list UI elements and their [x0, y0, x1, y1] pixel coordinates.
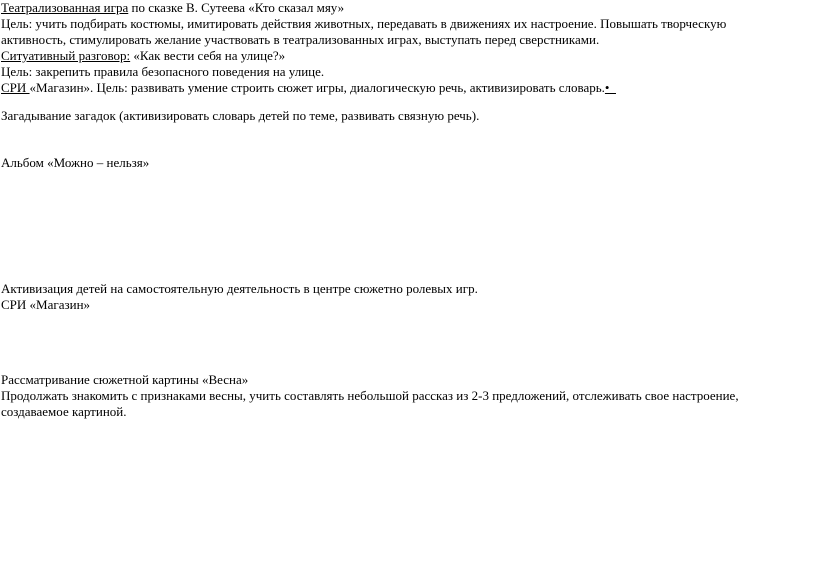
theatre-label: Театрализованная игра: [1, 0, 129, 15]
situational-goal: Цель: закрепить правила безопасного поведения на улице.: [1, 64, 325, 79]
theatre-goal-line-2: активность, стимулировать желание участвовать в театрализованных играх, выступать перед сверстниками.: [1, 32, 600, 47]
theatre-title-rest: по сказке В. Сутеева «Кто сказал мяу»: [128, 0, 345, 15]
situational-topic: «Как вести себя на улице?»: [130, 48, 286, 63]
riddles-text: Загадывание загадок (активизировать словарь детей по теме, развивать связную речь).: [1, 108, 480, 123]
sri-description: «Магазин». Цель: развивать умение строить сюжет игры, диалогическую речь, активизировать словарь.: [29, 80, 605, 95]
album-text: Альбом «Можно – нельзя»: [1, 155, 150, 170]
situational-heading: [1, 48, 285, 64]
bullet-icon: •: [604, 80, 610, 95]
theatre-heading: [1, 0, 344, 16]
picture-line-1: Продолжать знакомить с признаками весны, учить составлять небольшой рассказ из 2-3 предложений, отслеживать свое настроение,: [1, 388, 739, 403]
situational-label: Ситуативный разговор:: [1, 48, 131, 63]
picture-line-2: создаваемое картиной.: [1, 404, 127, 419]
sri-label: СРИ: [1, 80, 30, 95]
activation-line-1: Активизация детей на самостоятельную деятельность в центре сюжетно ролевых игр.: [1, 281, 478, 296]
picture-title: Рассматривание сюжетной картины «Весна»: [1, 372, 249, 387]
theatre-goal-line-1: Цель: учить подбирать костюмы, имитировать действия животных, передавать в движениях их настроение. Повышать творческую: [1, 16, 727, 31]
activation-line-2: СРИ «Магазин»: [1, 297, 91, 312]
sri-line: [1, 80, 616, 96]
